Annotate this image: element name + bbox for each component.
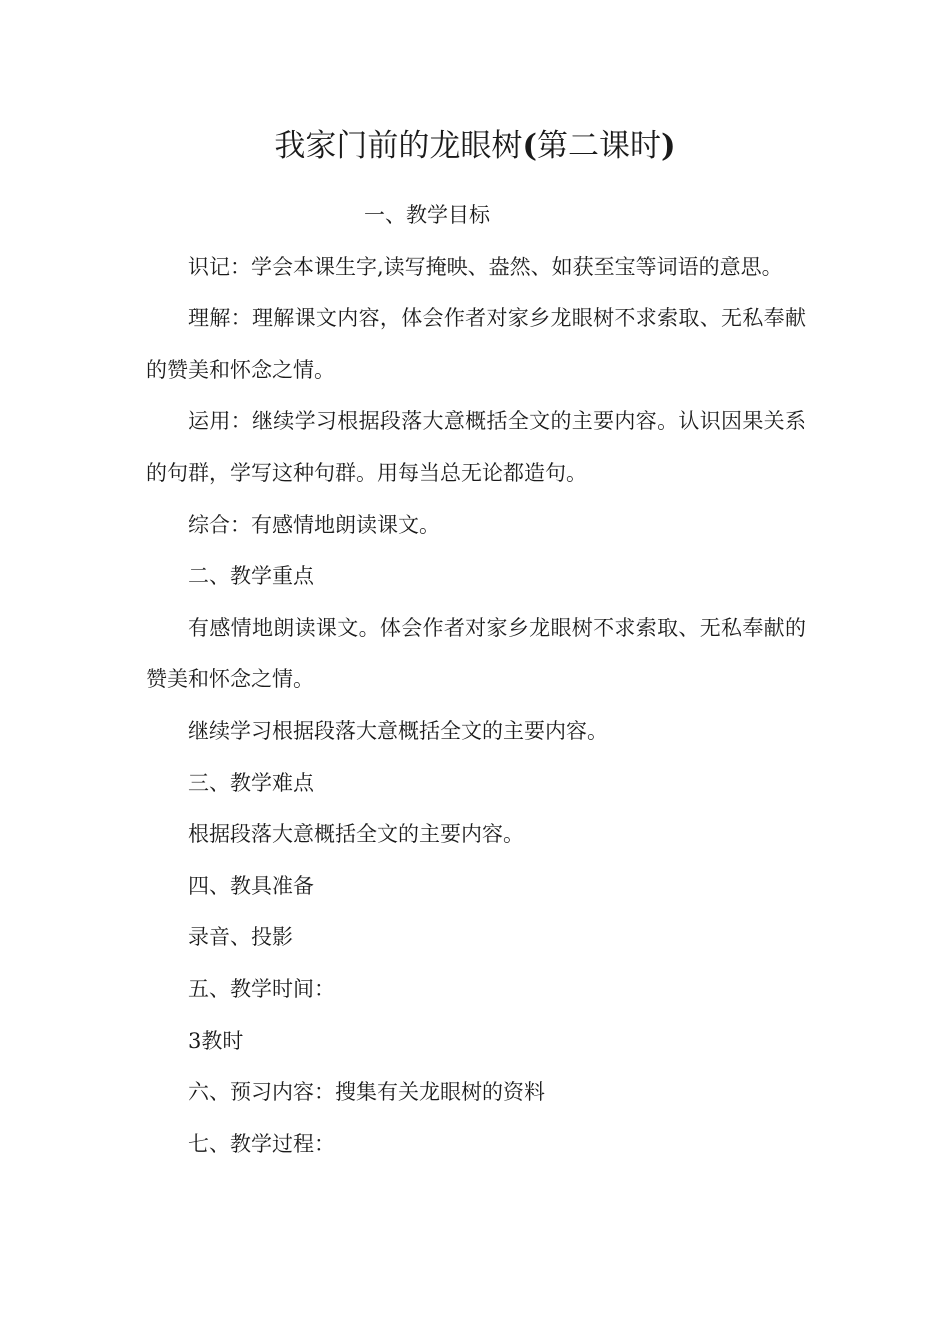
paragraph-comprehensive: 综合：有感情地朗读课文。	[188, 512, 440, 537]
section-heading-process: 七、教学过程：	[188, 1131, 335, 1156]
paragraph-key-point-2: 继续学习根据段落大意概括全文的主要内容。	[188, 718, 608, 743]
paragraph-key-point-1: 有感情地朗读课文。体会作者对家乡龙眼树不求索取、无私奉献的赞美和怀念之情。	[146, 615, 806, 692]
paragraph-difficulty: 根据段落大意概括全文的主要内容。	[188, 822, 524, 847]
document-title	[0, 124, 950, 168]
title-paren-close: )	[661, 128, 676, 164]
section-heading-difficulties: 三、教学难点	[188, 770, 314, 795]
paragraph-time: 3教时	[188, 1028, 244, 1053]
paragraph-understand: 理解：理解课文内容，体会作者对家乡龙眼树不求索取、无私奉献的赞美和怀念之情。	[146, 306, 806, 382]
section-heading-time: 五、教学时间：	[188, 976, 335, 1001]
section-heading-objectives: 一、教学目标	[364, 203, 490, 227]
section-heading-key-points: 二、教学重点	[188, 564, 314, 589]
document-body	[146, 190, 806, 1170]
title-main: 我家门前的龙眼树	[274, 128, 523, 164]
section-heading-preview: 六、预习内容：搜集有关龙眼树的资料	[188, 1080, 545, 1105]
title-suffix: 第二课时	[537, 128, 661, 164]
paragraph-memorize: 识记：学会本课生字,读写掩映、盎然、如获至宝等词语的意思。	[188, 254, 783, 279]
section-heading-materials: 四、教具准备	[188, 873, 314, 898]
paragraph-materials: 录音、投影	[188, 925, 293, 950]
paragraph-apply: 运用：继续学习根据段落大意概括全文的主要内容。认识因果关系的句群，学写这种句群。用每当总无论都造句。	[146, 409, 806, 485]
title-paren-open: (	[522, 128, 537, 164]
